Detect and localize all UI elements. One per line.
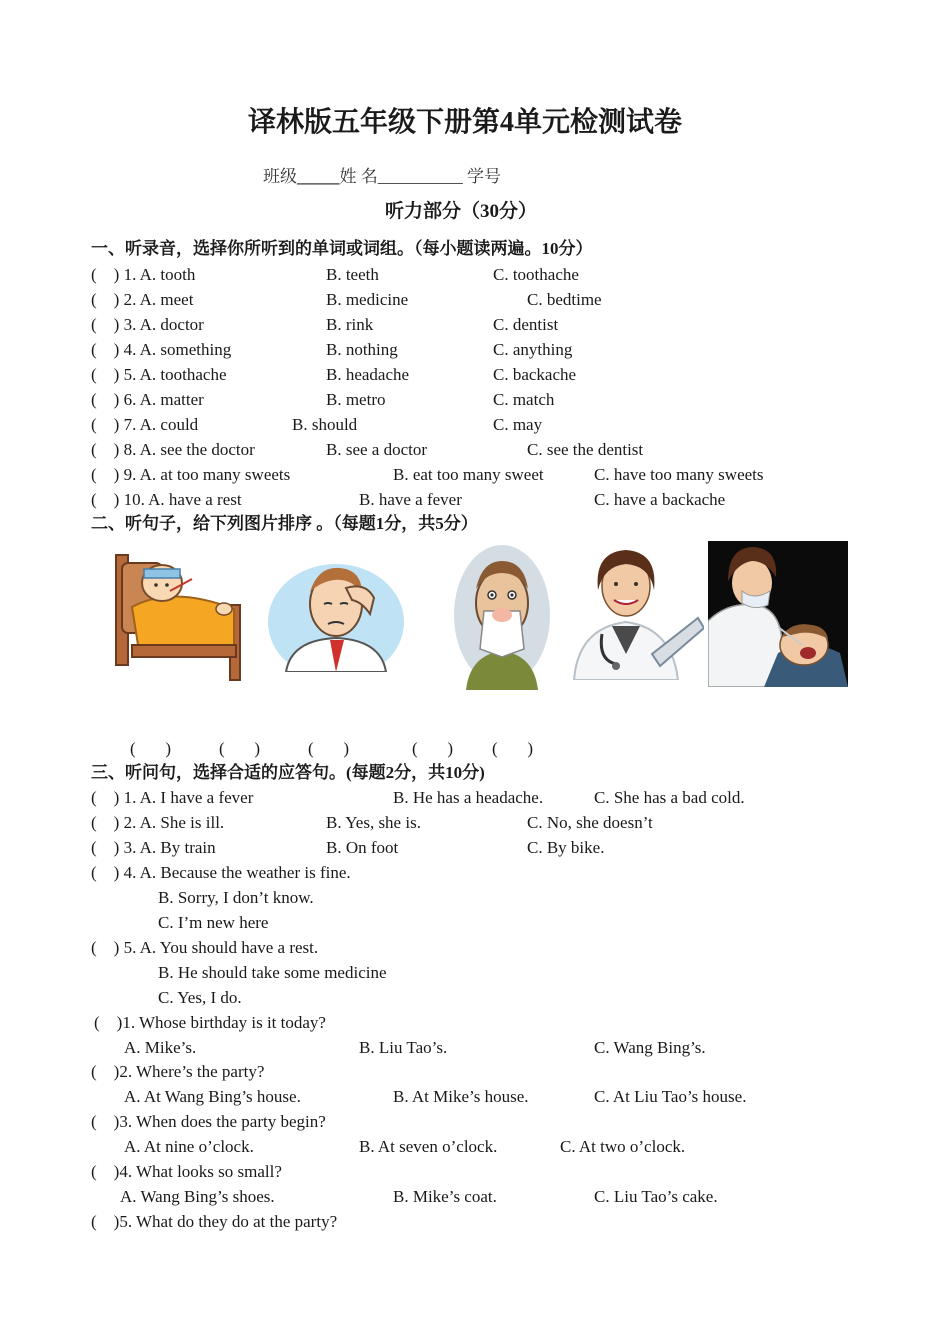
name-label: 姓 名 xyxy=(339,167,378,186)
p1-q10-a: ( ) 10. A. have a rest xyxy=(91,490,242,509)
number-label: 学号 xyxy=(467,167,501,186)
p4-q3-b: B. At seven o’clock. xyxy=(359,1137,498,1156)
p1-q4-a: ( ) 4. A. something xyxy=(91,340,232,359)
p4-q4-a: A. Wang Bing’s shoes. xyxy=(120,1187,275,1206)
p1-q3-a: ( ) 3. A. doctor xyxy=(91,315,204,334)
p3-q3-a: ( ) 3. A. By train xyxy=(91,838,216,857)
p3-q4-a: ( ) 4. A. Because the weather is fine. xyxy=(91,863,351,882)
p1-q8-a: ( ) 8. A. see the doctor xyxy=(91,440,255,459)
page-title: 译林版五年级下册第4单元检测试卷 xyxy=(248,107,683,138)
picture-blank-1[interactable]: ( ) xyxy=(130,739,172,758)
part3-heading: 三、听问句，选择合适的应答句。(每题2分，共10分) xyxy=(91,763,485,782)
p3-q4-b: B. Sorry, I don’t know. xyxy=(158,888,314,907)
section-heading: 听力部分（30分） xyxy=(385,201,538,222)
p1-q4-c: C. anything xyxy=(493,340,573,359)
p1-q7-a: ( ) 7. A. could xyxy=(91,415,199,434)
class-label: 班级 xyxy=(263,167,297,186)
dentist-with-patient-image xyxy=(708,541,848,687)
p1-q6-a: ( ) 6. A. matter xyxy=(91,390,204,409)
p1-q2-c: C. bedtime xyxy=(527,290,602,309)
p3-q2-b: B. Yes, she is. xyxy=(326,813,421,832)
sick-child-in-bed-image xyxy=(112,545,247,685)
p1-q2-a: ( ) 2. A. meet xyxy=(91,290,194,309)
p1-q10-b: B. have a fever xyxy=(359,490,462,509)
p4-q5-question: ( )5. What do they do at the party? xyxy=(91,1212,338,1231)
p1-q5-c: C. backache xyxy=(493,365,577,384)
p4-q1-question: ( )1. Whose birthday is it today? xyxy=(94,1013,326,1032)
p1-q10-c: C. have a backache xyxy=(594,490,726,509)
p4-q2-c: C. At Liu Tao’s house. xyxy=(594,1087,747,1106)
p1-q4-b: B. nothing xyxy=(326,340,398,359)
p1-q5-b: B. headache xyxy=(326,365,410,384)
picture-blank-5[interactable]: ( ) xyxy=(492,739,534,758)
p3-q5-c: C. Yes, I do. xyxy=(158,988,242,1007)
picture-blank-2[interactable]: ( ) xyxy=(219,739,261,758)
class-blank[interactable]: _____ xyxy=(297,167,340,186)
p4-q2-a: A. At Wang Bing’s house. xyxy=(124,1087,301,1106)
p1-q1-a: ( ) 1. A. tooth xyxy=(91,265,196,284)
p4-q1-c: C. Wang Bing’s. xyxy=(594,1038,706,1057)
p4-q2-question: ( )2. Where’s the party? xyxy=(91,1062,265,1081)
p3-q2-a: ( ) 2. A. She is ill. xyxy=(91,813,225,832)
p3-q2-c: C. No, she doesn’t xyxy=(527,813,653,832)
picture-blank-3[interactable]: ( ) xyxy=(308,739,350,758)
p1-q6-c: C. match xyxy=(493,390,555,409)
p3-q1-a: ( ) 1. A. I have a fever xyxy=(91,788,254,807)
p1-q7-b: B. should xyxy=(292,415,358,434)
p4-q1-b: B. Liu Tao’s. xyxy=(359,1038,448,1057)
p4-q4-c: C. Liu Tao’s cake. xyxy=(594,1187,718,1206)
p3-q3-b: B. On foot xyxy=(326,838,399,857)
p1-q9-c: C. have too many sweets xyxy=(594,465,764,484)
p1-q7-c: C. may xyxy=(493,415,543,434)
female-doctor-image xyxy=(568,542,704,680)
p3-q4-c: C. I’m new here xyxy=(158,913,269,932)
p1-q3-c: C. dentist xyxy=(493,315,559,334)
p1-q2-b: B. medicine xyxy=(326,290,409,309)
p4-q1-a: A. Mike’s. xyxy=(124,1038,197,1057)
p1-q6-b: B. metro xyxy=(326,390,386,409)
p3-q5-a: ( ) 5. A. You should have a rest. xyxy=(91,938,319,957)
p3-q3-c: C. By bike. xyxy=(527,838,605,857)
picture-blank-4[interactable]: ( ) xyxy=(412,739,454,758)
p1-q1-c: C. toothache xyxy=(493,265,579,284)
p4-q3-a: A. At nine o’clock. xyxy=(124,1137,254,1156)
p1-q8-b: B. see a doctor xyxy=(326,440,428,459)
p1-q9-a: ( ) 9. A. at too many sweets xyxy=(91,465,291,484)
p1-q9-b: B. eat too many sweet xyxy=(393,465,544,484)
p4-q3-c: C. At two o’clock. xyxy=(560,1137,686,1156)
p3-q5-b: B. He should take some medicine xyxy=(158,963,387,982)
p1-q1-b: B. teeth xyxy=(326,265,379,284)
p3-q1-c: C. She has a bad cold. xyxy=(594,788,745,807)
part1-heading: 一、听录音，选择你所听到的单词或词组。（每小题读两遍。10分） xyxy=(91,239,593,258)
man-with-cold-image xyxy=(452,545,552,690)
p4-q3-question: ( )3. When does the party begin? xyxy=(91,1112,326,1131)
student-info xyxy=(263,166,501,188)
name-blank[interactable]: __________ xyxy=(377,167,463,186)
p4-q4-b: B. Mike’s coat. xyxy=(393,1187,497,1206)
p4-q2-b: B. At Mike’s house. xyxy=(393,1087,529,1106)
p4-q4-question: ( )4. What looks so small? xyxy=(91,1162,282,1181)
part2-heading: 二、听句子，给下列图片排序 。（每题1分，共5分） xyxy=(91,514,478,533)
p1-q3-b: B. rink xyxy=(326,315,374,334)
p1-q8-c: C. see the dentist xyxy=(527,440,644,459)
p3-q1-b: B. He has a headache. xyxy=(393,788,544,807)
man-with-headache-image xyxy=(266,552,406,672)
p1-q5-a: ( ) 5. A. toothache xyxy=(91,365,227,384)
